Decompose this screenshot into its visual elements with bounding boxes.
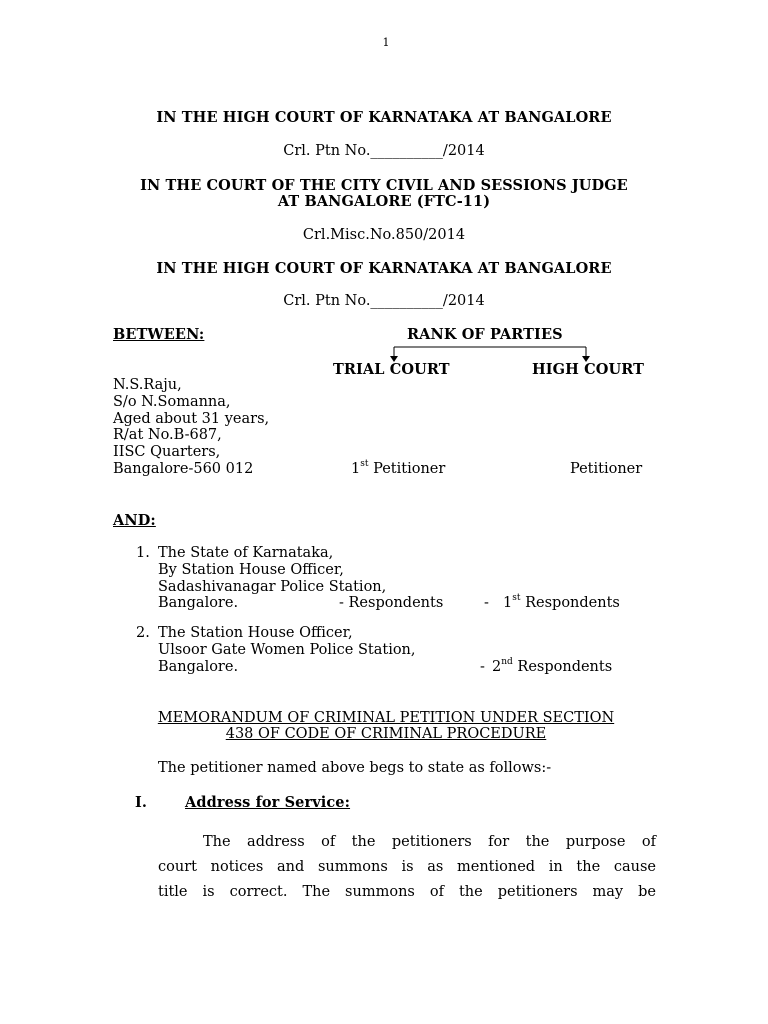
petitioner-address — [113, 377, 269, 478]
high-court-heading: HIGH COURT — [532, 361, 645, 378]
rank-text: Petitioner — [368, 461, 446, 477]
respondent-2-dash: - — [480, 659, 485, 675]
rank-number: 1 — [351, 461, 361, 477]
address-line: Bangalore-560 012 — [113, 460, 254, 477]
court-heading-sessions-line1: IN THE COURT OF THE CITY CIVIL AND SESSIONS JUDGE — [140, 177, 628, 194]
court-heading-high-court-2: IN THE HIGH COURT OF KARNATAKA AT BANGALORE — [156, 260, 612, 277]
petitioner-high-rank: Petitioner — [570, 461, 643, 477]
respondent-1-trial-rank: - Respondents — [339, 595, 444, 611]
page-number: 1 — [382, 36, 390, 49]
respondent-2-number: 2. — [136, 625, 150, 641]
address-line: Ulsoor Gate Women Police Station, — [158, 641, 416, 658]
misc-number: Crl.Misc.No.850/2014 — [302, 227, 466, 243]
rank-number: 2 — [492, 659, 502, 675]
court-heading-sessions-line2: AT BANGALORE (FTC-11) — [277, 193, 491, 210]
address-line: By Station House Officer, — [158, 561, 344, 578]
respondent-1-number: 1. — [136, 545, 150, 561]
respondent-1-dash: - — [484, 595, 489, 611]
memorandum-title-line1: MEMORANDUM OF CRIMINAL PETITION UNDER SECTION — [157, 710, 615, 726]
court-heading-high-court: IN THE HIGH COURT OF KARNATAKA AT BANGALORE — [156, 109, 612, 126]
rank-text: Respondents — [512, 659, 613, 675]
section-title: Address for Service: — [185, 794, 351, 811]
petitioner-trial-rank — [351, 461, 445, 477]
address-line: Bangalore. — [158, 658, 239, 675]
body-line: The address of the petitioners for the purpose of — [203, 834, 656, 850]
address-line: Aged about 31 years, — [113, 410, 270, 427]
respondent-1-high-rank — [503, 595, 620, 611]
body-line: title is correct. The summons of the petitioners may be — [158, 884, 656, 900]
respondent-2-high-rank — [492, 659, 612, 675]
address-line: IISC Quarters, — [113, 444, 221, 461]
trial-court-heading: TRIAL COURT — [333, 361, 450, 378]
rank-ordinal: nd — [501, 657, 513, 668]
rank-number: 1 — [503, 595, 513, 611]
between-label: BETWEEN: — [113, 326, 205, 343]
rank-of-parties-heading: RANK OF PARTIES — [407, 326, 563, 343]
memorandum-title-line2: 438 OF CODE OF CRIMINAL PROCEDURE — [225, 726, 547, 742]
respondent-2-address — [158, 625, 416, 675]
rank-ordinal: st — [360, 459, 369, 470]
rank-ordinal: st — [512, 593, 521, 604]
and-label: AND: — [113, 512, 156, 529]
address-line: S/o N.Somanna, — [113, 393, 231, 410]
intro-statement: The petitioner named above begs to state as follows:- — [158, 760, 552, 776]
section-number: I. — [135, 794, 148, 811]
address-line: The Station House Officer, — [158, 625, 353, 641]
petition-number-2: Crl. Ptn No.__________/2014 — [283, 293, 485, 309]
body-line: court notices and summons is as mentioned in the cause — [158, 859, 656, 875]
address-line: N.S.Raju, — [113, 377, 182, 393]
address-line: The State of Karnataka, — [158, 545, 334, 561]
address-line: Bangalore. — [158, 595, 239, 612]
address-line: R/at No.B-687, — [113, 427, 222, 444]
petition-number: Crl. Ptn No.__________/2014 — [283, 143, 485, 159]
address-line: Sadashivanagar Police Station, — [158, 578, 387, 595]
rank-text: Respondents — [520, 595, 620, 611]
